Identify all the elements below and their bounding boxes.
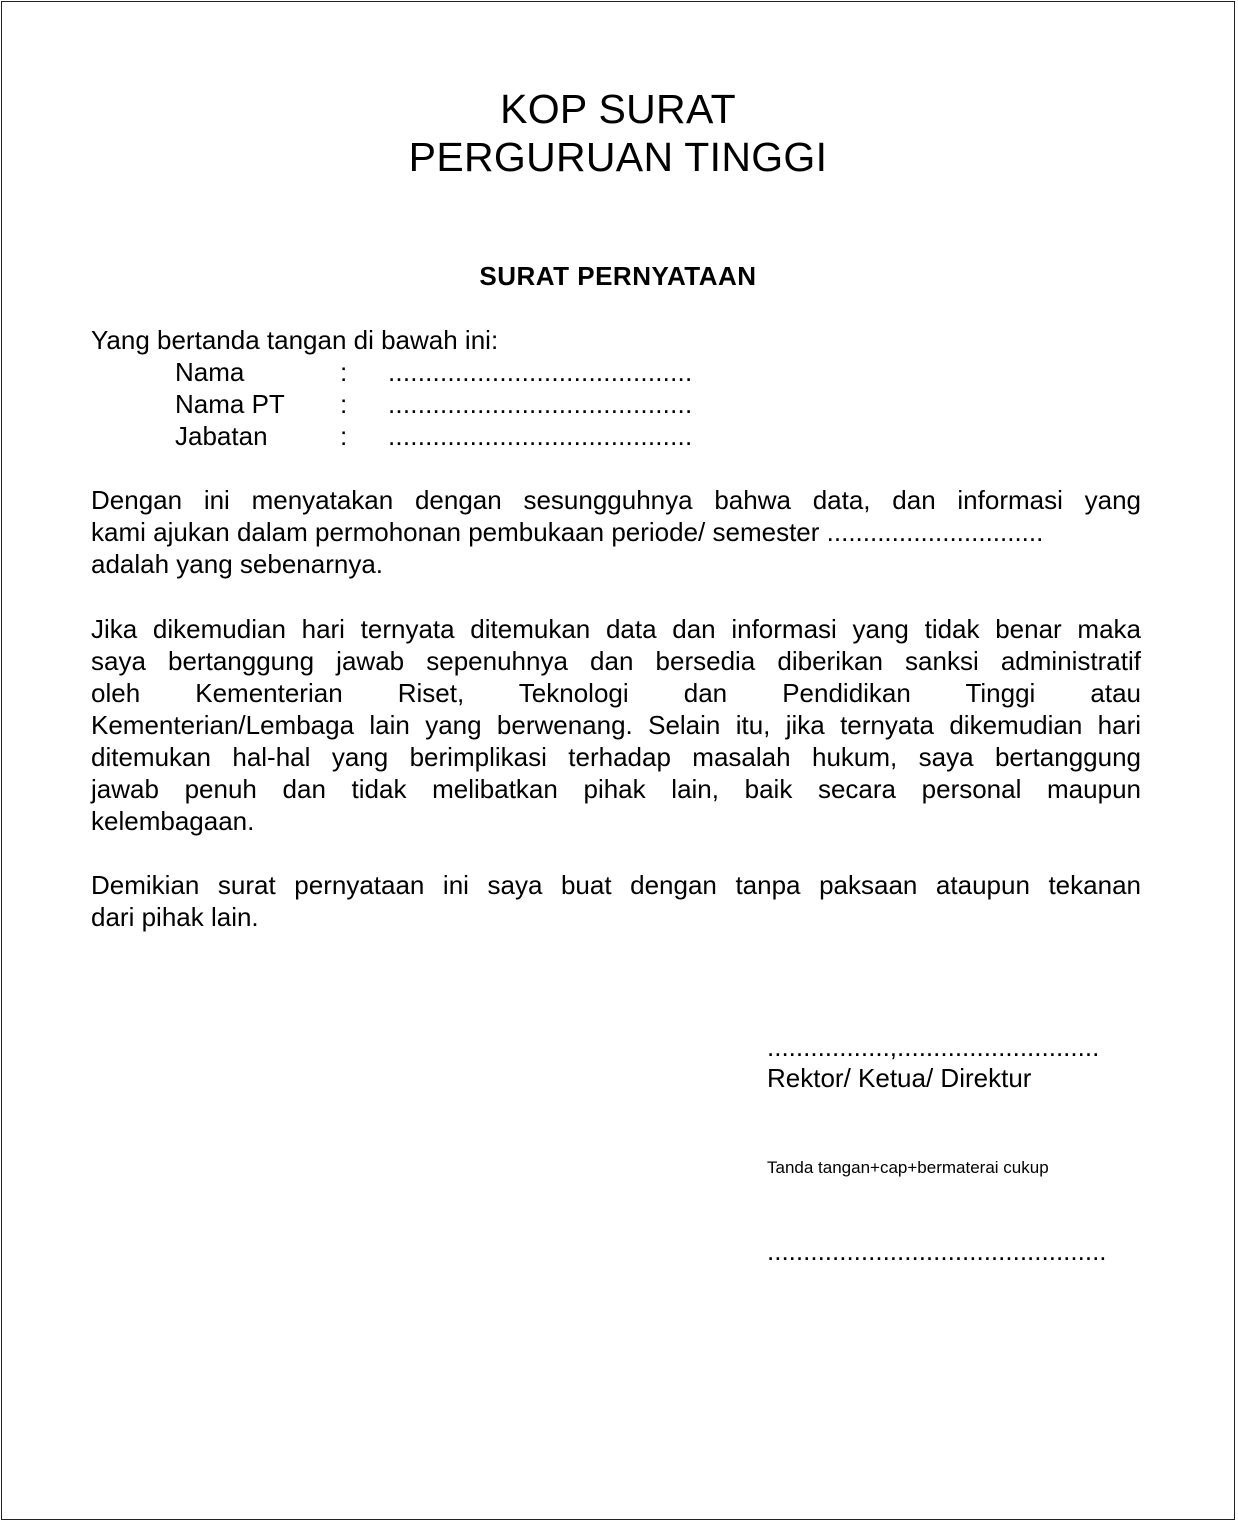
signature-place-date: .................,............................ [767, 1032, 1100, 1062]
field-row-jabatan [175, 420, 735, 452]
paragraph-line: ditemukan hal-hal yang berimplikasi terhadap masalah hukum, saya bertanggung [91, 742, 1141, 772]
signature-note: Tanda tangan+cap+bermaterai cukup [767, 1158, 1049, 1177]
field-value-dots: ......................................... [388, 357, 693, 387]
statement-paragraph-3 [91, 869, 1141, 933]
field-label: Jabatan [175, 421, 268, 451]
paragraph-line: Dengan ini menyatakan dengan sesungguhnya bahwa data, dan informasi yang [91, 485, 1141, 515]
field-row-nama-pt [175, 388, 735, 420]
signature-title: Rektor/ Ketua/ Direktur [767, 1063, 1032, 1093]
letterhead-line-1: KOP SURAT [500, 86, 736, 132]
paragraph-line: Demikian surat pernyataan ini saya buat dengan tanpa paksaan ataupun tekanan [91, 870, 1141, 900]
field-label: Nama PT [175, 389, 285, 419]
paragraph-line: oleh Kementerian Riset, Teknologi dan Pendidikan Tinggi atau [91, 678, 1141, 708]
document-title: SURAT PERNYATAAN [479, 261, 757, 291]
field-value-dots: ......................................... [388, 421, 693, 451]
paragraph-line: adalah yang sebenarnya. [91, 549, 384, 579]
field-colon: : [340, 421, 348, 451]
paragraph-line: Kementerian/Lembaga lain yang berwenang. Selain itu, jika ternyata dikemudian hari [91, 710, 1141, 740]
paragraph-line: kami ajukan dalam permohonan pembukaan periode/ semester .............................. [91, 517, 1044, 547]
field-label: Nama [175, 357, 245, 387]
statement-paragraph-1 [91, 484, 1141, 580]
paragraph-line: jawab penuh dan tidak melibatkan pihak lain, baik secara personal maupun [91, 774, 1141, 804]
field-colon: : [340, 389, 348, 419]
statement-paragraph-2 [91, 613, 1141, 837]
field-colon: : [340, 357, 348, 387]
paragraph-line: Jika dikemudian hari ternyata ditemukan data dan informasi yang tidak benar maka [91, 614, 1141, 644]
paragraph-line: kelembagaan. [91, 806, 255, 836]
signature-name-line: ............................................... [767, 1236, 1107, 1266]
letterhead-line-2: PERGURUAN TINGGI [408, 134, 828, 180]
document-page [1, 1, 1235, 1520]
intro-text: Yang bertanda tangan di bawah ini: [91, 325, 499, 355]
paragraph-line: saya bertanggung jawab sepenuhnya dan bersedia diberikan sanksi administratif [91, 646, 1141, 676]
field-row-nama [175, 356, 735, 388]
field-value-dots: ......................................... [388, 389, 693, 419]
paragraph-line: dari pihak lain. [91, 902, 259, 932]
